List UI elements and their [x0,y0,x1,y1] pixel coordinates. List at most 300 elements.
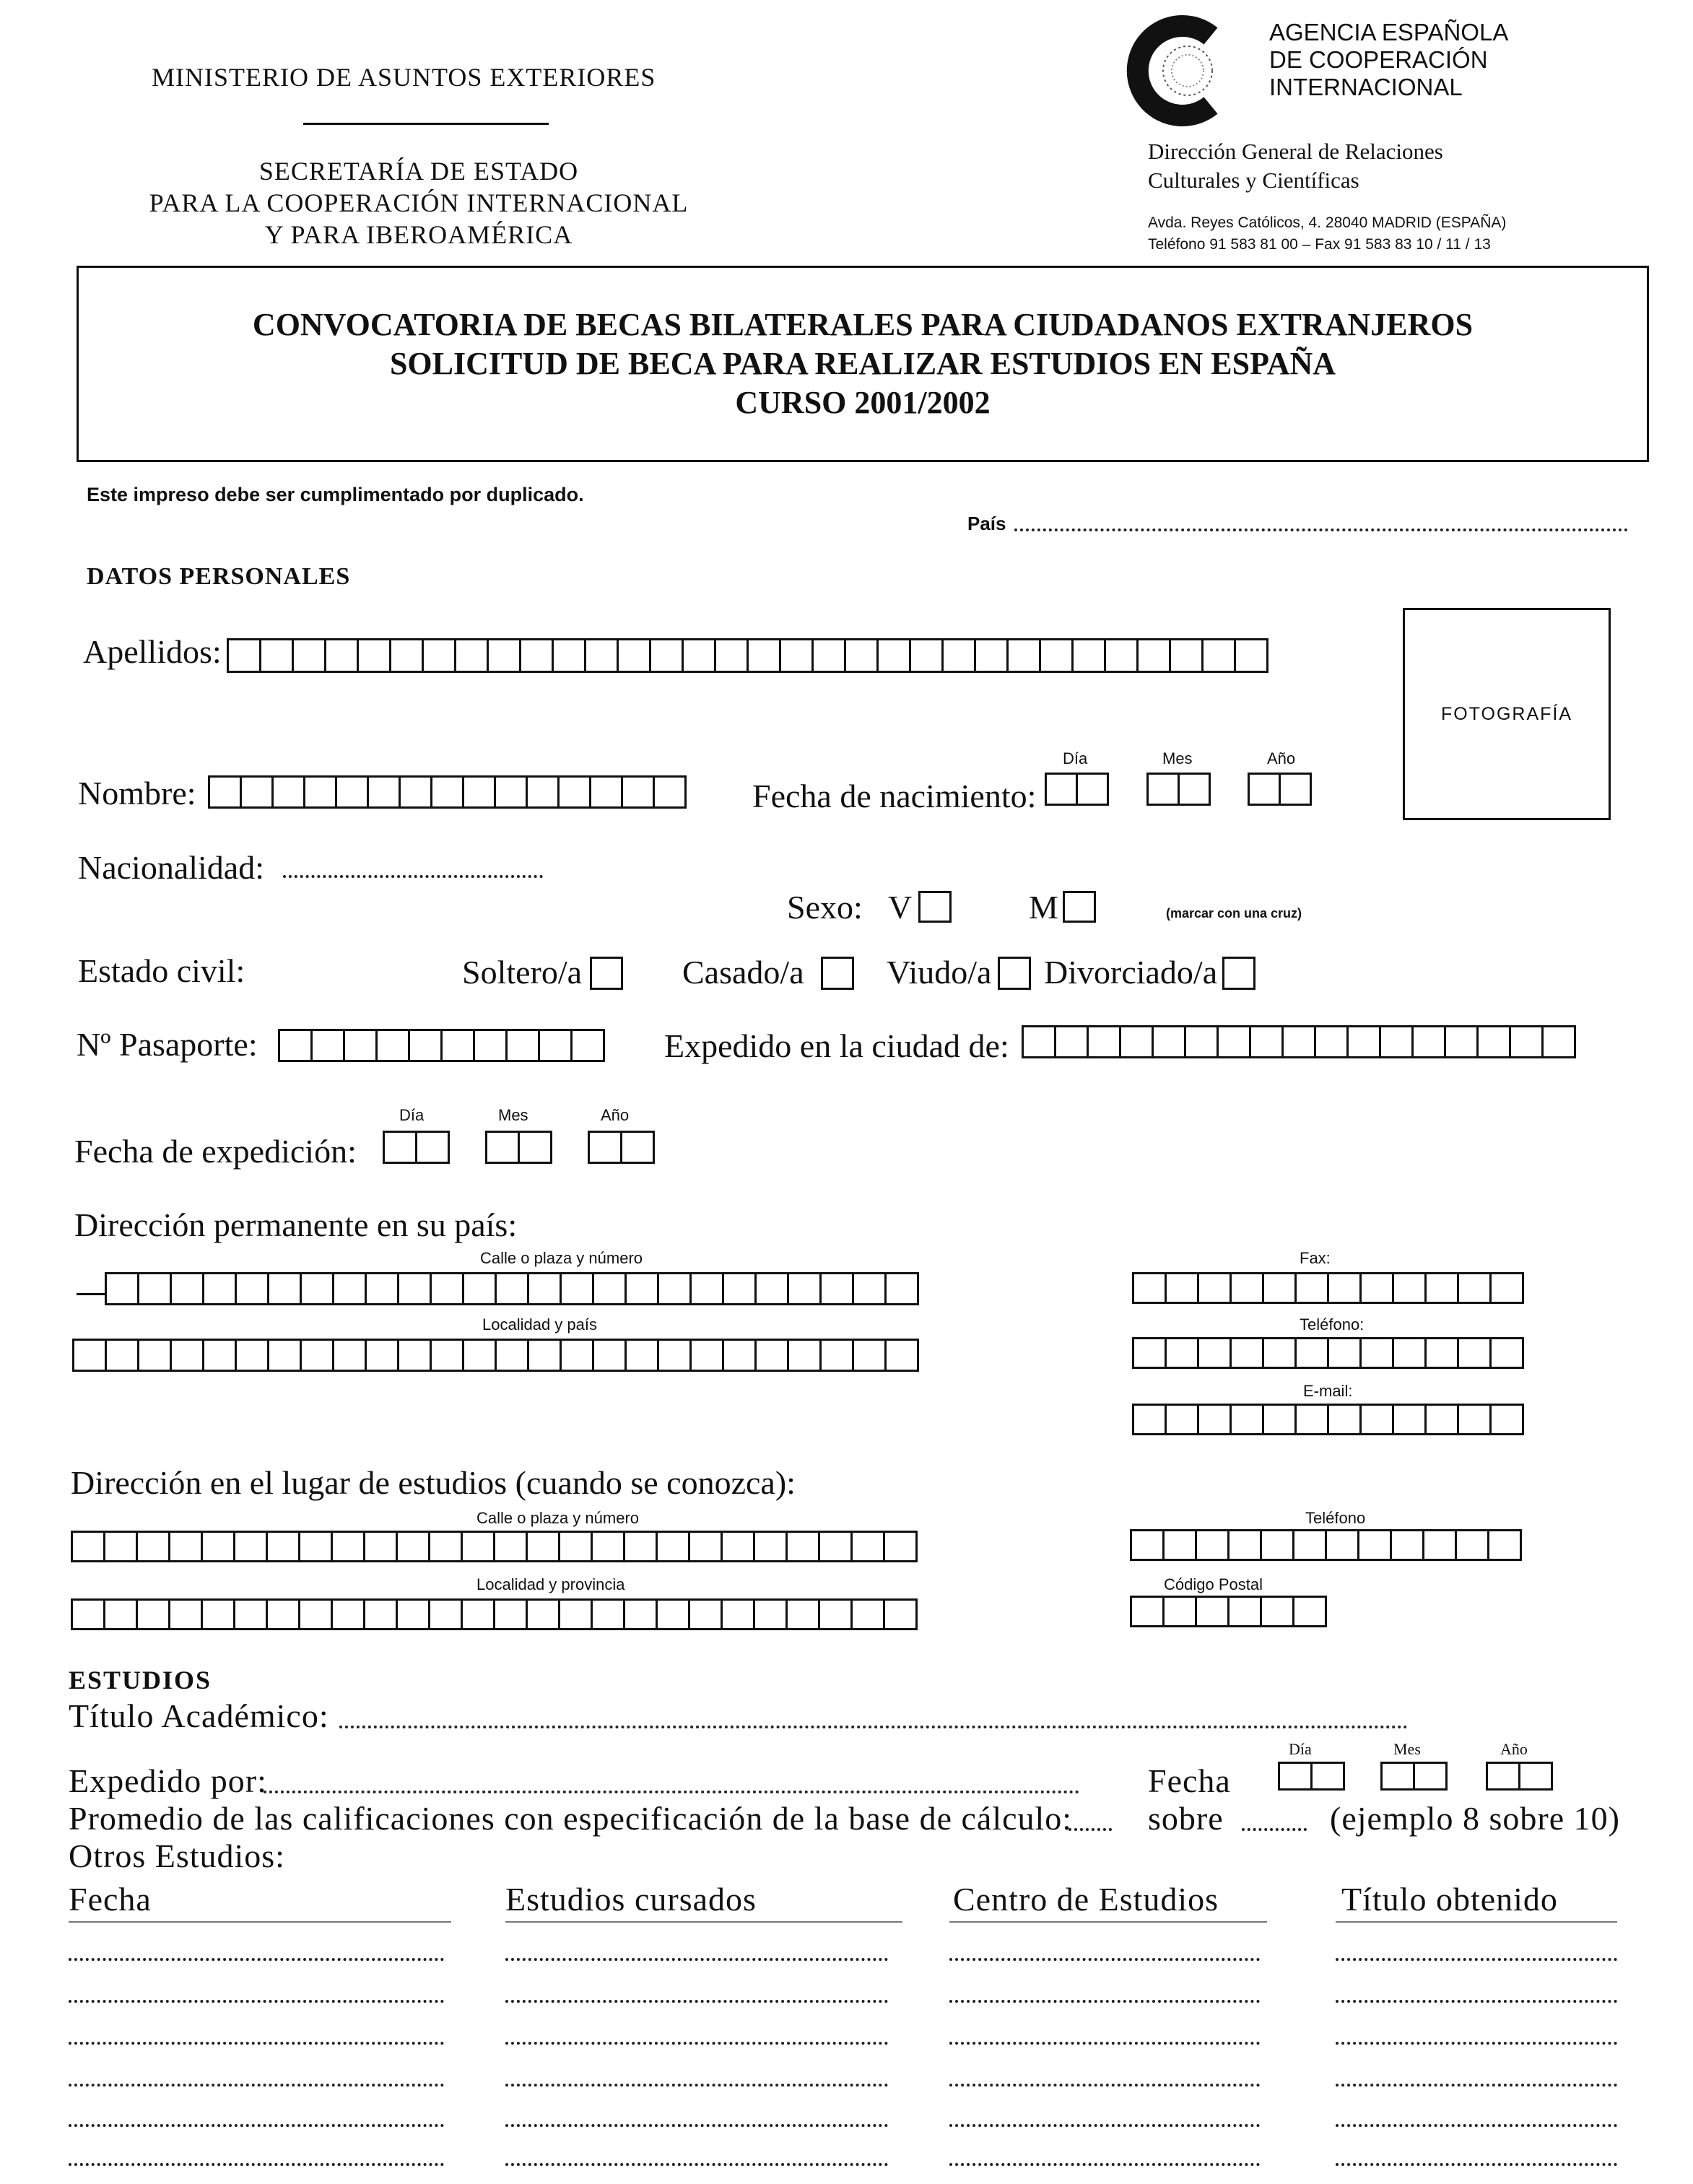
est-fecha-mes-cell[interactable] [1380,1762,1415,1791]
perm-email-cell[interactable] [1392,1404,1427,1435]
est-cp-cell[interactable] [1260,1596,1294,1627]
sexo-v-checkbox[interactable] [918,891,952,923]
apellidos-input[interactable] [227,638,1268,673]
apellidos-cell[interactable] [1104,638,1139,673]
est-calle-cell[interactable] [298,1531,333,1562]
est-localidad-cell[interactable] [558,1598,593,1630]
nombre-cell[interactable] [367,775,401,809]
perm-calle-cell[interactable] [592,1272,627,1305]
perm-calle-input[interactable] [105,1272,919,1305]
perm-localidad-cell[interactable] [202,1339,237,1372]
est-calle-cell[interactable] [363,1531,398,1562]
perm-calle-cell[interactable] [462,1272,497,1305]
perm-localidad-cell[interactable] [267,1339,302,1372]
ciudad-cell[interactable] [1281,1025,1316,1058]
est-calle-cell[interactable] [461,1531,495,1562]
apellidos-cell[interactable] [1201,638,1236,673]
pasaporte-input[interactable] [278,1029,605,1062]
perm-calle-cell[interactable] [332,1272,367,1305]
pasaporte-cell[interactable] [440,1029,475,1062]
otros-row-5-centro[interactable] [949,2124,1260,2127]
est-calle-cell[interactable] [721,1531,755,1562]
est-localidad-cell[interactable] [753,1598,788,1630]
perm-email-cell[interactable] [1132,1404,1167,1435]
pasaporte-cell[interactable] [310,1029,345,1062]
perm-telefono-cell[interactable] [1359,1337,1394,1369]
perm-calle-cell[interactable] [527,1272,562,1305]
ciudad-cell[interactable] [1346,1025,1381,1058]
perm-localidad-cell[interactable] [787,1339,822,1372]
est-fecha-ano-input[interactable] [1486,1762,1553,1791]
perm-calle-cell[interactable] [397,1272,432,1305]
otros-row-3-titulo[interactable] [1336,2042,1617,2045]
est-calle-cell[interactable] [201,1531,235,1562]
nombre-cell[interactable] [208,775,242,809]
est-calle-cell[interactable] [526,1531,560,1562]
nac-mes-cell[interactable] [1178,773,1211,806]
ciudad-cell[interactable] [1541,1025,1576,1058]
est-localidad-cell[interactable] [883,1598,918,1630]
nombre-cell[interactable] [271,775,305,809]
est-telefono-cell[interactable] [1130,1529,1165,1561]
est-calle-cell[interactable] [103,1531,138,1562]
est-localidad-cell[interactable] [331,1598,365,1630]
perm-localidad-cell[interactable] [689,1339,724,1372]
est-localidad-cell[interactable] [71,1598,105,1630]
est-telefono-cell[interactable] [1487,1529,1522,1561]
nacionalidad-input[interactable] [283,875,543,878]
apellidos-cell[interactable] [811,638,846,673]
est-fecha-dia-input[interactable] [1278,1762,1345,1791]
ciudad-cell[interactable] [1152,1025,1186,1058]
est-telefono-cell[interactable] [1390,1529,1424,1561]
est-calle-cell[interactable] [558,1531,593,1562]
exp-dia-input[interactable] [383,1131,450,1164]
nac-ano-cell[interactable] [1279,773,1312,806]
perm-localidad-cell[interactable] [72,1339,107,1372]
perm-telefono-cell[interactable] [1489,1337,1524,1369]
perm-calle-cell[interactable] [852,1272,887,1305]
perm-email-cell[interactable] [1230,1404,1264,1435]
apellidos-cell[interactable] [1039,638,1074,673]
nombre-cell[interactable] [494,775,528,809]
ciudad-cell[interactable] [1119,1025,1154,1058]
promedio-input[interactable] [1069,1828,1112,1831]
est-calle-cell[interactable] [168,1531,203,1562]
nombre-cell[interactable] [589,775,623,809]
pasaporte-cell[interactable] [375,1029,410,1062]
est-telefono-cell[interactable] [1195,1529,1230,1561]
apellidos-cell[interactable] [1169,638,1204,673]
nombre-cell[interactable] [557,775,591,809]
expedido-por-input[interactable] [264,1791,1079,1793]
est-telefono-cell[interactable] [1357,1529,1392,1561]
est-fecha-mes-input[interactable] [1380,1762,1448,1791]
ciudad-cell[interactable] [1444,1025,1479,1058]
otros-row-4-titulo[interactable] [1336,2084,1617,2087]
apellidos-cell[interactable] [1234,638,1268,673]
nac-ano-input[interactable] [1248,773,1312,806]
perm-fax-input[interactable] [1132,1272,1524,1304]
est-cp-cell[interactable] [1195,1596,1230,1627]
pais-input[interactable] [1014,528,1628,531]
perm-fax-cell[interactable] [1165,1272,1199,1304]
otros-row-4-fecha[interactable] [69,2084,444,2087]
perm-calle-cell[interactable] [560,1272,594,1305]
perm-localidad-cell[interactable] [235,1339,269,1372]
pasaporte-cell[interactable] [505,1029,540,1062]
est-localidad-cell[interactable] [298,1598,333,1630]
perm-localidad-cell[interactable] [754,1339,789,1372]
apellidos-cell[interactable] [1006,638,1041,673]
otros-row-3-fecha[interactable] [69,2042,444,2045]
est-calle-cell[interactable] [850,1531,885,1562]
est-localidad-cell[interactable] [428,1598,463,1630]
apellidos-cell[interactable] [617,638,651,673]
ciudad-cell[interactable] [1184,1025,1219,1058]
perm-email-cell[interactable] [1457,1404,1492,1435]
perm-localidad-cell[interactable] [592,1339,627,1372]
perm-localidad-cell[interactable] [397,1339,432,1372]
ciudad-cell[interactable] [1379,1025,1414,1058]
perm-fax-cell[interactable] [1489,1272,1524,1304]
apellidos-cell[interactable] [779,638,814,673]
est-localidad-cell[interactable] [103,1598,138,1630]
est-telefono-cell[interactable] [1325,1529,1359,1561]
exp-dia-cell[interactable] [383,1131,417,1164]
est-fecha-dia-cell[interactable] [1310,1762,1345,1791]
viudo-checkbox[interactable] [998,957,1031,990]
otros-row-5-estudios[interactable] [505,2124,888,2127]
photo-box[interactable] [1403,608,1611,820]
perm-email-cell[interactable] [1294,1404,1329,1435]
pasaporte-cell[interactable] [570,1029,605,1062]
exp-mes-cell[interactable] [485,1131,520,1164]
est-telefono-cell[interactable] [1422,1529,1457,1561]
est-localidad-cell[interactable] [721,1598,755,1630]
perm-localidad-cell[interactable] [170,1339,204,1372]
perm-localidad-cell[interactable] [560,1339,594,1372]
otros-row-1-fecha[interactable] [69,1958,444,1961]
est-calle-cell[interactable] [396,1531,430,1562]
apellidos-cell[interactable] [714,638,749,673]
perm-calle-cell[interactable] [235,1272,269,1305]
perm-calle-cell[interactable] [884,1272,919,1305]
est-fecha-ano-cell[interactable] [1486,1762,1520,1791]
nac-dia-cell[interactable] [1076,773,1109,806]
apellidos-cell[interactable] [422,638,456,673]
est-calle-cell[interactable] [785,1531,820,1562]
ciudad-cell[interactable] [1314,1025,1349,1058]
perm-telefono-cell[interactable] [1294,1337,1329,1369]
est-calle-cell[interactable] [656,1531,690,1562]
est-calle-cell[interactable] [331,1531,365,1562]
otros-row-4-estudios[interactable] [505,2084,888,2087]
est-localidad-cell[interactable] [850,1598,885,1630]
otros-row-3-centro[interactable] [949,2042,1260,2045]
perm-telefono-cell[interactable] [1197,1337,1232,1369]
nombre-input[interactable] [208,775,687,809]
nombre-cell[interactable] [462,775,496,809]
perm-fax-cell[interactable] [1230,1272,1264,1304]
perm-calle-cell[interactable] [202,1272,237,1305]
perm-fax-cell[interactable] [1457,1272,1492,1304]
ciudad-cell[interactable] [1087,1025,1121,1058]
perm-email-cell[interactable] [1359,1404,1394,1435]
perm-calle-cell[interactable] [365,1272,399,1305]
apellidos-cell[interactable] [227,638,261,673]
otros-row-2-fecha[interactable] [69,2000,444,2003]
perm-email-input[interactable] [1132,1404,1524,1435]
pasaporte-cell[interactable] [278,1029,313,1062]
perm-localidad-cell[interactable] [527,1339,562,1372]
perm-localidad-cell[interactable] [852,1339,887,1372]
apellidos-cell[interactable] [487,638,521,673]
est-telefono-input[interactable] [1130,1529,1522,1561]
perm-fax-cell[interactable] [1197,1272,1232,1304]
otros-row-1-centro[interactable] [949,1958,1260,1961]
nac-ano-cell[interactable] [1248,773,1281,806]
est-localidad-cell[interactable] [233,1598,268,1630]
apellidos-cell[interactable] [259,638,294,673]
perm-email-cell[interactable] [1262,1404,1297,1435]
perm-fax-cell[interactable] [1262,1272,1297,1304]
perm-localidad-cell[interactable] [884,1339,919,1372]
est-cp-cell[interactable] [1162,1596,1197,1627]
perm-localidad-cell[interactable] [105,1339,139,1372]
nombre-cell[interactable] [430,775,464,809]
apellidos-cell[interactable] [974,638,1009,673]
perm-calle-cell[interactable] [657,1272,692,1305]
est-localidad-cell[interactable] [461,1598,495,1630]
est-calle-input[interactable] [71,1531,918,1562]
perm-localidad-cell[interactable] [430,1339,464,1372]
otros-row-4-centro[interactable] [949,2084,1260,2087]
apellidos-cell[interactable] [682,638,716,673]
nombre-cell[interactable] [653,775,687,809]
ciudad-cell[interactable] [1054,1025,1089,1058]
nac-dia-input[interactable] [1045,773,1109,806]
perm-fax-cell[interactable] [1359,1272,1394,1304]
est-calle-cell[interactable] [266,1531,300,1562]
perm-localidad-cell[interactable] [137,1339,172,1372]
otros-row-5-fecha[interactable] [69,2124,444,2127]
est-localidad-cell[interactable] [591,1598,625,1630]
apellidos-cell[interactable] [389,638,424,673]
est-localidad-cell[interactable] [623,1598,658,1630]
apellidos-cell[interactable] [876,638,911,673]
ciudad-cell[interactable] [1411,1025,1446,1058]
est-fecha-dia-cell[interactable] [1278,1762,1313,1791]
est-localidad-cell[interactable] [136,1598,170,1630]
perm-telefono-input[interactable] [1132,1337,1524,1369]
est-localidad-cell[interactable] [818,1598,853,1630]
est-cp-cell[interactable] [1130,1596,1165,1627]
perm-calle-cell[interactable] [495,1272,529,1305]
est-calle-cell[interactable] [883,1531,918,1562]
est-fecha-mes-cell[interactable] [1413,1762,1448,1791]
divorciado-checkbox[interactable] [1222,957,1255,990]
otros-row-6-fecha[interactable] [69,2163,444,2166]
est-localidad-cell[interactable] [168,1598,203,1630]
apellidos-cell[interactable] [1136,638,1171,673]
perm-telefono-cell[interactable] [1230,1337,1264,1369]
perm-fax-cell[interactable] [1327,1272,1362,1304]
otros-row-6-centro[interactable] [949,2163,1260,2166]
perm-fax-cell[interactable] [1424,1272,1459,1304]
otros-row-6-titulo[interactable] [1336,2163,1617,2166]
otros-row-2-titulo[interactable] [1336,2000,1617,2003]
est-calle-cell[interactable] [136,1531,170,1562]
perm-telefono-cell[interactable] [1165,1337,1199,1369]
apellidos-cell[interactable] [454,638,489,673]
est-localidad-cell[interactable] [526,1598,560,1630]
apellidos-cell[interactable] [292,638,326,673]
apellidos-cell[interactable] [357,638,391,673]
perm-localidad-cell[interactable] [657,1339,692,1372]
perm-telefono-cell[interactable] [1262,1337,1297,1369]
apellidos-cell[interactable] [909,638,944,673]
titulo-academico-input[interactable] [339,1726,1408,1728]
soltero-checkbox[interactable] [590,957,623,990]
otros-row-5-titulo[interactable] [1336,2124,1617,2127]
otros-row-6-estudios[interactable] [505,2163,888,2166]
apellidos-cell[interactable] [941,638,976,673]
perm-localidad-cell[interactable] [819,1339,854,1372]
perm-calle-cell[interactable] [105,1272,139,1305]
otros-row-1-titulo[interactable] [1336,1958,1617,1961]
ciudad-cell[interactable] [1022,1025,1056,1058]
perm-localidad-cell[interactable] [300,1339,334,1372]
ciudad-cell[interactable] [1509,1025,1544,1058]
exp-mes-cell[interactable] [518,1131,552,1164]
perm-calle-cell[interactable] [430,1272,464,1305]
perm-email-cell[interactable] [1424,1404,1459,1435]
est-calle-cell[interactable] [753,1531,788,1562]
est-localidad-cell[interactable] [266,1598,300,1630]
exp-ano-cell[interactable] [588,1131,622,1164]
nombre-cell[interactable] [526,775,560,809]
est-cp-cell[interactable] [1227,1596,1262,1627]
perm-localidad-input[interactable] [72,1339,919,1372]
perm-fax-cell[interactable] [1294,1272,1329,1304]
perm-email-cell[interactable] [1197,1404,1232,1435]
est-localidad-cell[interactable] [785,1598,820,1630]
apellidos-cell[interactable] [747,638,781,673]
exp-ano-cell[interactable] [620,1131,655,1164]
perm-localidad-cell[interactable] [495,1339,529,1372]
perm-email-cell[interactable] [1489,1404,1524,1435]
nombre-cell[interactable] [335,775,369,809]
sobre-input[interactable] [1242,1828,1307,1831]
est-localidad-cell[interactable] [396,1598,430,1630]
est-calle-cell[interactable] [623,1531,658,1562]
perm-localidad-cell[interactable] [332,1339,367,1372]
est-telefono-cell[interactable] [1162,1529,1197,1561]
perm-telefono-cell[interactable] [1132,1337,1167,1369]
perm-localidad-cell[interactable] [722,1339,757,1372]
est-calle-cell[interactable] [818,1531,853,1562]
perm-telefono-cell[interactable] [1424,1337,1459,1369]
sexo-m-checkbox[interactable] [1063,891,1096,923]
otros-row-3-estudios[interactable] [505,2042,888,2045]
pasaporte-cell[interactable] [538,1029,573,1062]
apellidos-cell[interactable] [519,638,554,673]
exp-ano-input[interactable] [588,1131,655,1164]
ciudad-cell[interactable] [1217,1025,1251,1058]
perm-calle-cell[interactable] [754,1272,789,1305]
ciudad-cell[interactable] [1476,1025,1511,1058]
nac-mes-input[interactable] [1146,773,1211,806]
perm-fax-cell[interactable] [1392,1272,1427,1304]
est-localidad-cell[interactable] [688,1598,723,1630]
est-calle-cell[interactable] [233,1531,268,1562]
nombre-cell[interactable] [303,775,337,809]
nac-mes-cell[interactable] [1146,773,1180,806]
apellidos-cell[interactable] [1071,638,1106,673]
perm-calle-cell[interactable] [300,1272,334,1305]
est-cp-input[interactable] [1130,1596,1327,1627]
est-calle-cell[interactable] [591,1531,625,1562]
perm-localidad-cell[interactable] [624,1339,659,1372]
est-calle-cell[interactable] [688,1531,723,1562]
apellidos-cell[interactable] [649,638,684,673]
casado-checkbox[interactable] [821,957,854,990]
perm-localidad-cell[interactable] [462,1339,497,1372]
apellidos-cell[interactable] [552,638,586,673]
est-telefono-cell[interactable] [1455,1529,1489,1561]
perm-fax-cell[interactable] [1132,1272,1167,1304]
perm-email-cell[interactable] [1165,1404,1199,1435]
perm-calle-cell[interactable] [267,1272,302,1305]
apellidos-cell[interactable] [844,638,879,673]
perm-calle-cell[interactable] [722,1272,757,1305]
est-localidad-cell[interactable] [493,1598,528,1630]
nac-dia-cell[interactable] [1045,773,1078,806]
perm-telefono-cell[interactable] [1457,1337,1492,1369]
ciudad-cell[interactable] [1249,1025,1284,1058]
pasaporte-cell[interactable] [408,1029,443,1062]
perm-telefono-cell[interactable] [1392,1337,1427,1369]
est-localidad-cell[interactable] [656,1598,690,1630]
est-localidad-input[interactable] [71,1598,918,1630]
est-calle-cell[interactable] [71,1531,105,1562]
nombre-cell[interactable] [240,775,274,809]
otros-row-2-centro[interactable] [949,2000,1260,2003]
perm-telefono-cell[interactable] [1327,1337,1362,1369]
apellidos-cell[interactable] [584,638,619,673]
exp-dia-cell[interactable] [415,1131,450,1164]
perm-localidad-cell[interactable] [365,1339,399,1372]
est-telefono-cell[interactable] [1227,1529,1262,1561]
otros-row-2-estudios[interactable] [505,2000,888,2003]
exp-mes-input[interactable] [485,1131,552,1164]
est-localidad-cell[interactable] [363,1598,398,1630]
perm-calle-cell[interactable] [624,1272,659,1305]
est-fecha-ano-cell[interactable] [1518,1762,1553,1791]
est-calle-cell[interactable] [428,1531,463,1562]
est-telefono-cell[interactable] [1260,1529,1294,1561]
nombre-cell[interactable] [621,775,655,809]
est-calle-cell[interactable] [493,1531,528,1562]
est-cp-cell[interactable] [1292,1596,1327,1627]
apellidos-cell[interactable] [324,638,359,673]
est-telefono-cell[interactable] [1292,1529,1327,1561]
perm-calle-cell[interactable] [137,1272,172,1305]
perm-email-cell[interactable] [1327,1404,1362,1435]
nombre-cell[interactable] [399,775,432,809]
perm-calle-cell[interactable] [689,1272,724,1305]
